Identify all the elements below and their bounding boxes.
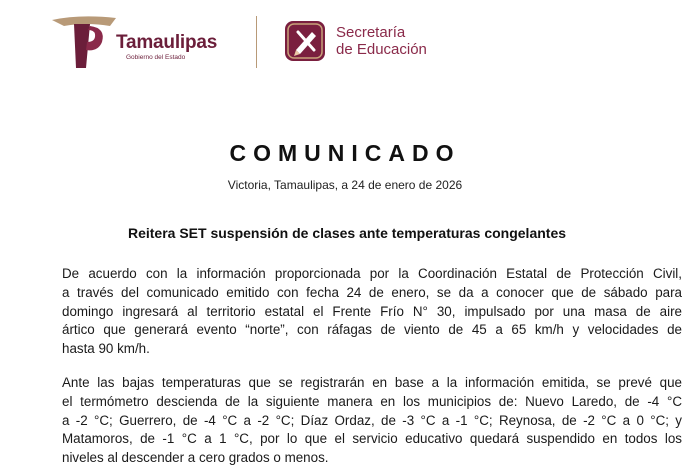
secretaria-line-2: de Educación bbox=[336, 41, 427, 58]
tamaulipas-subtitle: Gobierno del Estado bbox=[126, 54, 186, 61]
paragraph-line: hasta 90 km/h. bbox=[62, 341, 150, 357]
paragraph-line: a través del comunicado emitido con fecha 24 de enero, se da a conocer que de sábado para bbox=[62, 284, 682, 300]
document-title: COMUNICADO bbox=[229, 140, 461, 166]
education-pencil-icon bbox=[284, 20, 326, 62]
paragraph-line: ártico que generará evento “norte”, con ráfagas de viento de 45 a 65 km/h y velocidades de bbox=[62, 322, 682, 338]
paragraph-2 bbox=[62, 374, 682, 468]
tamaulipas-wordmark: Tamaulipas bbox=[116, 32, 218, 53]
letterhead bbox=[50, 12, 470, 70]
paragraph-line: Matamoros, de -1 °C a 1 °C, por lo que el servicio educativo quedará suspendido en todos los bbox=[62, 431, 682, 447]
paragraph-line: Ante las bajas temperaturas que se registrarán en base a la información emitida, se prevé que bbox=[62, 375, 682, 390]
tamaulipas-logo bbox=[50, 12, 260, 70]
dateline: Victoria, Tamaulipas, a 24 de enero de 2026 bbox=[227, 178, 463, 192]
paragraph-1 bbox=[62, 265, 682, 359]
paragraph-line: a -2 °C; Guerrero, de -4 °C a -2 °C; Díaz Ordaz, de -3 °C a -1 °C; Reynosa, de -2 °C a 0 °C; y bbox=[62, 412, 682, 428]
paragraph-line: el termómetro descienda de la siguiente manera en los municipios de: Nuevo Laredo, de -4 °C bbox=[62, 393, 682, 409]
logo-divider bbox=[256, 16, 257, 68]
paragraph-line: domingo ingresará al territorio estatal el Frente Frío N° 30, impulsado por una masa de aire bbox=[62, 303, 682, 319]
paragraph-line: De acuerdo con la información proporcionada por la Coordinación Estatal de Protección Civil, bbox=[62, 266, 682, 281]
headline: Reitera SET suspensión de clases ante temperaturas congelantes bbox=[127, 225, 567, 241]
paragraph-line: niveles al descender a cero grados o menos. bbox=[62, 450, 329, 466]
secretaria-logo bbox=[284, 18, 484, 66]
secretaria-line-1: Secretaría bbox=[336, 24, 406, 41]
